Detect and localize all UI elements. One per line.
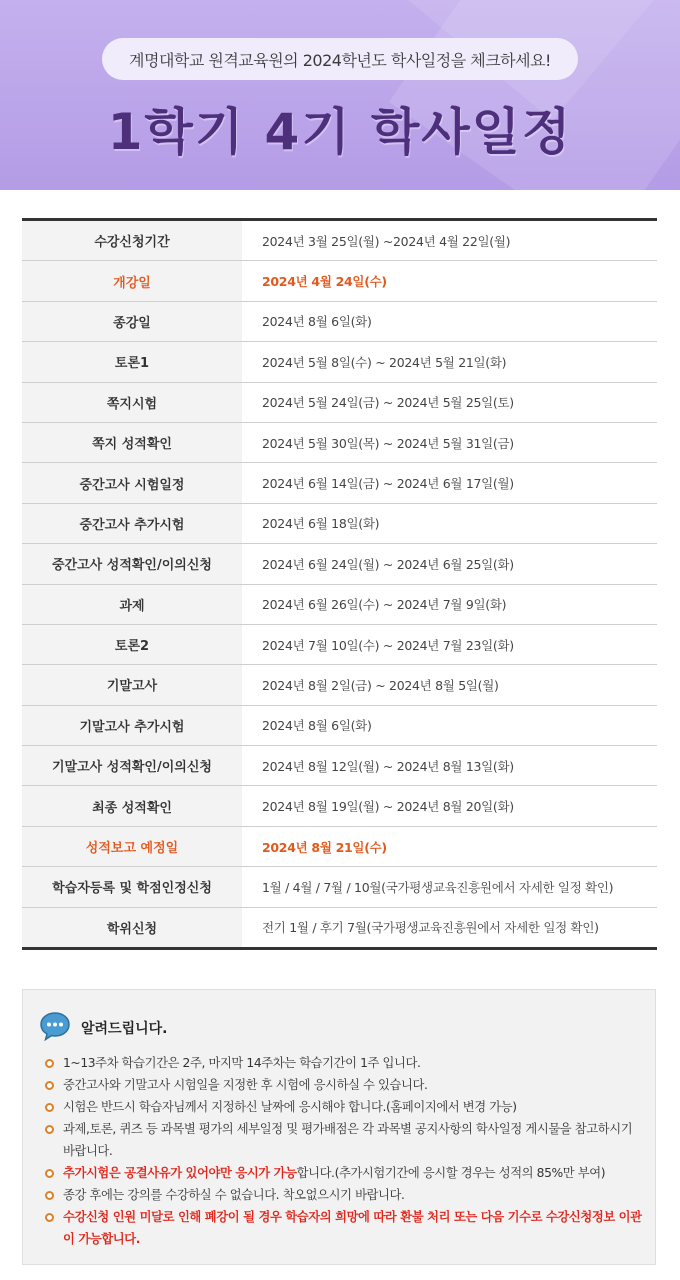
schedule-row [22,665,657,705]
schedule-value: 1월 / 4월 / 7월 / 10월(국가평생교육진흥원에서 자세한 일정 확인) [242,867,657,907]
schedule-value: 2024년 7월 10일(수) ~ 2024년 7월 23일(화) [242,624,657,664]
notice-text: 1~13주차 학습기간은 2주, 마지막 14주차는 학습기간이 1주 입니다. [63,1056,421,1070]
schedule-label: 성적보고 예정일 [22,826,242,866]
schedule-value: 2024년 6월 26일(수) ~ 2024년 7월 9일(화) [242,584,657,624]
schedule-row [22,705,657,745]
notice-list [45,1052,645,1250]
schedule-value: 2024년 3월 25일(월) ~2024년 4월 22일(월) [242,220,657,261]
schedule-label: 쪽지 성적확인 [22,422,242,462]
schedule-row [22,503,657,543]
schedule-label: 기말고사 [22,665,242,705]
schedule-value: 2024년 8월 6일(화) [242,301,657,341]
schedule-row [22,746,657,786]
schedule-row [22,382,657,422]
schedule-row [22,786,657,826]
schedule-row [22,907,657,948]
schedule-table [22,218,657,950]
notice-item [45,1096,645,1118]
schedule-label: 토론2 [22,624,242,664]
notice-text: 시험은 반드시 학습자님께서 지정하신 날짜에 응시해야 합니다.(홈페이지에서 변경 가능) [63,1100,517,1114]
notice-item [45,1052,645,1074]
bullet-icon [45,1213,54,1222]
schedule-row [22,584,657,624]
schedule-value: 2024년 8월 2일(금) ~ 2024년 8월 5일(월) [242,665,657,705]
schedule-label: 종강일 [22,301,242,341]
schedule-label: 학위신청 [22,907,242,948]
notice-emphasis: 추가시험은 공결사유가 있어야만 응시가 가능 [63,1166,297,1180]
schedule-label: 개강일 [22,261,242,301]
schedule-row [22,342,657,382]
schedule-row [22,544,657,584]
bullet-icon [45,1081,54,1090]
schedule-row [22,301,657,341]
schedule-value: 2024년 8월 21일(수) [242,826,657,866]
schedule-row [22,463,657,503]
header-subtitle: 계명대학교 원격교육원의 2024학년도 학사일정을 체크하세요! [102,38,578,80]
schedule-value: 2024년 6월 18일(화) [242,503,657,543]
schedule-label: 쪽지시험 [22,382,242,422]
schedule-label: 토론1 [22,342,242,382]
bullet-icon [45,1125,54,1134]
notice-item [45,1206,645,1250]
schedule-value: 2024년 8월 19일(월) ~ 2024년 8월 20일(화) [242,786,657,826]
notice-emphasis: 수강신청 인원 미달로 인해 폐강이 될 경우 학습자의 희망에 따라 환불 처리 또는 다음 기수로 수강신청정보 이관이 가능합니다. [63,1210,642,1246]
notice-header [39,1010,167,1046]
bullet-icon [45,1103,54,1112]
schedule-label: 중간고사 추가시험 [22,503,242,543]
notice-title: 알려드립니다. [81,1021,168,1037]
notice-text: 종강 후에는 강의를 수강하실 수 없습니다. 착오없으시기 바랍니다. [63,1188,405,1202]
schedule-label: 기말고사 추가시험 [22,705,242,745]
schedule-row [22,220,657,261]
schedule-row [22,826,657,866]
schedule-label: 최종 성적확인 [22,786,242,826]
schedule-label: 기말고사 성적확인/이의신청 [22,746,242,786]
bullet-icon [45,1059,54,1068]
speech-bubble-icon [39,1010,71,1046]
schedule-value: 2024년 5월 24일(금) ~ 2024년 5월 25일(토) [242,382,657,422]
notice-text: 과제,토론, 퀴즈 등 과목별 평가의 세부일정 및 평가배점은 각 과목별 공지사항의 학사일정 게시물을 참고하시기 바랍니다. [63,1122,633,1158]
schedule-label: 학습자등록 및 학점인정신청 [22,867,242,907]
schedule-value: 2024년 8월 12일(월) ~ 2024년 8월 13일(화) [242,746,657,786]
schedule-row [22,624,657,664]
bullet-icon [45,1169,54,1178]
schedule-value: 2024년 5월 30일(목) ~ 2024년 5월 31일(금) [242,422,657,462]
notice-item [45,1184,645,1206]
schedule-value: 2024년 4월 24일(수) [242,261,657,301]
schedule-label: 수강신청기간 [22,220,242,261]
schedule-value: 2024년 8월 6일(화) [242,705,657,745]
schedule-label: 중간고사 시험일정 [22,463,242,503]
schedule-label: 과제 [22,584,242,624]
notice-box [22,989,656,1265]
schedule-row [22,867,657,907]
notice-item [45,1074,645,1096]
notice-text: 중간고사와 기말고사 시험일을 지정한 후 시험에 응시하실 수 있습니다. [63,1078,428,1092]
bullet-icon [45,1191,54,1200]
schedule-row [22,261,657,301]
schedule-value: 2024년 6월 24일(월) ~ 2024년 6월 25일(화) [242,544,657,584]
schedule-value: 2024년 6월 14일(금) ~ 2024년 6월 17일(월) [242,463,657,503]
schedule-value: 전기 1월 / 후기 7월(국가평생교육진흥원에서 자세한 일정 확인) [262,920,599,936]
schedule-label: 중간고사 성적확인/이의신청 [22,544,242,584]
schedule-value: 2024년 5월 8일(수) ~ 2024년 5월 21일(화) [242,342,657,382]
page-title: 1학기 4기 학사일정 [107,103,573,161]
notice-item [45,1118,645,1162]
schedule-row [22,422,657,462]
notice-item [45,1162,645,1184]
notice-text: 합니다.(추가시험기간에 응시할 경우는 성적의 85%만 부여) [296,1166,606,1180]
header-banner [0,0,680,190]
